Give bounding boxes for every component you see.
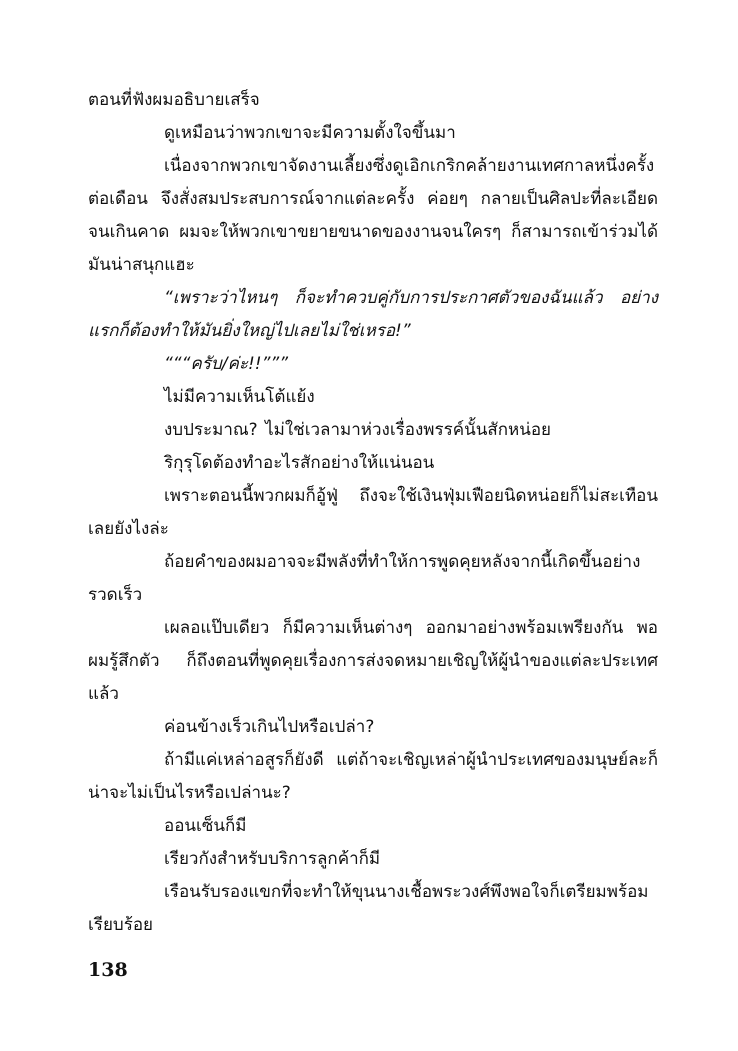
- dialogue-paragraph: “““ครับ/ค่ะ!!”””: [164, 354, 288, 374]
- paragraph: ไม่มีความเห็นโต้แย้ง: [164, 387, 315, 407]
- body-text: [88, 84, 658, 942]
- paragraph: ถ้อยคำของผมอาจจะมีพลังที่ทำให้การพูดคุยหลังจากนี้เกิดขึ้นอย่างรวดเร็ว: [88, 552, 641, 605]
- page-number: 138: [88, 959, 128, 981]
- paragraph: ดูเหมือนว่าพวกเขาจะมีความตั้งใจขึ้นมา: [164, 123, 456, 143]
- paragraph: งบประมาณ? ไม่ใช่เวลามาห่วงเรื่องพรรค์นั้นสักหน่อย: [164, 420, 552, 440]
- paragraph: เรือนรับรองแขกที่จะทำให้ขุนนางเชื้อพระวงศ์พึงพอใจก็เตรียมพร้อมเรียบร้อย: [88, 882, 649, 935]
- paragraph: เผลอแป๊บเดียว ก็มีความเห็นต่างๆ ออกมาอย่างพร้อมเพรียงกัน พอผมรู้สึกตัว ก็ถึงตอนที่พูดคุยเรื่องการส่งจดหมายเชิญให้ผู้นำของแต่ละประเทศแล้ว: [88, 618, 658, 704]
- paragraph: เนื่องจากพวกเขาจัดงานเลี้ยงซึ่งดูเอิกเกริกคล้ายงานเทศกาลหนึ่งครั้งต่อเดือน จึงสั่งสมประสบการณ์จากแต่ละครั้ง ค่อยๆ กลายเป็นศิลปะที่ละเอียดจนเกินคาด ผมจะให้พวกเขาขยายขนาดของงานจนใครๆ ก็สามารถเข้าร่วมได้ มันน่าสนุกแฮะ: [88, 156, 658, 275]
- paragraph: ตอนที่ฟังผมอธิบายเสร็จ: [88, 90, 260, 110]
- dialogue-paragraph: “เพราะว่าไหนๆ ก็จะทำควบคู่กับการประกาศตัวของฉันแล้ว อย่างแรกก็ต้องทำให้มันยิ่งใหญ่ไปเลยไม่ใช่เหรอ!”: [88, 288, 658, 341]
- paragraph: ออนเซ็นก็มี: [164, 816, 247, 836]
- paragraph: ริกุรุโดต้องทำอะไรสักอย่างให้แน่นอน: [164, 453, 435, 473]
- paragraph: ถ้ามีแค่เหล่าอสูรก็ยังดี แต่ถ้าจะเชิญเหล่าผู้นำประเทศของมนุษย์ละก็ น่าจะไม่เป็นไรหรือเปล่านะ?: [88, 750, 658, 803]
- paragraph: เพราะตอนนี้พวกผมก็อู้ฟู่ ถึงจะใช้เงินฟุ่มเฟือยนิดหน่อยก็ไม่สะเทือนเลยยังไงล่ะ: [88, 486, 658, 539]
- paragraph: เรียวกังสำหรับบริการลูกค้าก็มี: [164, 849, 381, 869]
- paragraph: ค่อนข้างเร็วเกินไปหรือเปล่า?: [164, 717, 375, 737]
